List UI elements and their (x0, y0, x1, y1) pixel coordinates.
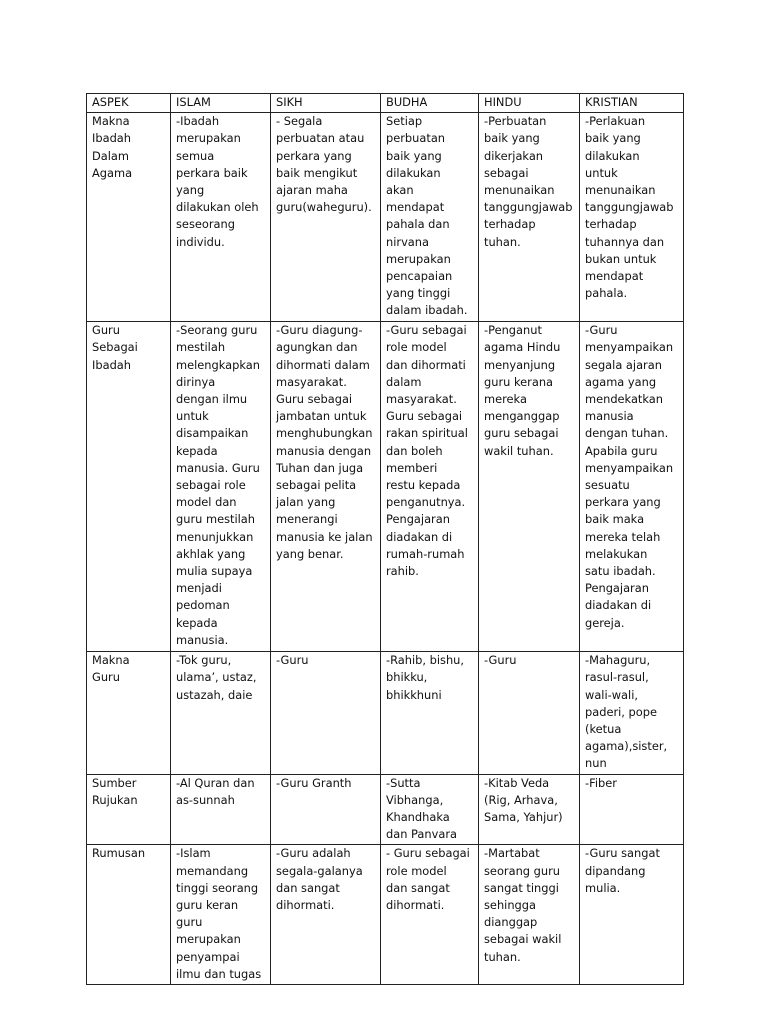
table-cell: -Sutta Vibhanga, Khandhaka dan Panvara (381, 774, 479, 845)
header-aspek: ASPEK (87, 94, 171, 113)
table-row (87, 322, 684, 652)
table-row (87, 652, 684, 774)
row-aspect-cell: Guru Sebagai Ibadah (87, 322, 171, 652)
header-hindu: HINDU (479, 94, 580, 113)
table-cell: -Guru (479, 652, 580, 774)
table-cell: -Mahaguru, rasul-rasul, wali-wali, paderi, pope (ketua agama),sister, nun (580, 652, 684, 774)
table-cell: -Kitab Veda (Rig, Arhava, Sama, Yahjur) (479, 774, 580, 845)
header-sikh: SIKH (271, 94, 381, 113)
header-islam: ISLAM (171, 94, 271, 113)
row-aspect-cell: Sumber Rujukan (87, 774, 171, 845)
table-cell: -Perlakuan baik yang dilakukan untuk menunaikan tanggungjawab terhadap tuhannya dan bukan untuk mendapat pahala. (580, 113, 684, 322)
table-cell: -Guru diagung- agungkan dan dihormati dalam masyarakat. Guru sebagai jambatan untuk menghubungkan manusia dengan Tuhan dan juga sebagai pelita jalan yang menerangi manusia ke jalan yang benar. (271, 322, 381, 652)
table-cell: -Martabat seorang guru sangat tinggi sehingga dianggap sebagai wakil tuhan. (479, 845, 580, 985)
table-cell: -Islam memandang tinggi seorang guru keran guru merupakan penyampai ilmu dan tugas (171, 845, 271, 985)
table-cell: Setiap perbuatan baik yang dilakukan akan mendapat pahala dan nirvana merupakan pencapaian yang tinggi dalam ibadah. (381, 113, 479, 322)
table-cell: -Guru Granth (271, 774, 381, 845)
table-cell: - Segala perbuatan atau perkara yang baik mengikut ajaran maha guru(waheguru). (271, 113, 381, 322)
table-cell: -Fiber (580, 774, 684, 845)
table-cell: -Perbuatan baik yang dikerjakan sebagai menunaikan tanggungjawab terhadap tuhan. (479, 113, 580, 322)
row-aspect-cell: Makna Guru (87, 652, 171, 774)
table-cell: -Tok guru, ulama’, ustaz, ustazah, daie (171, 652, 271, 774)
table-cell: -Ibadah merupakan semua perkara baik yang dilakukan oleh seseorang individu. (171, 113, 271, 322)
header-budha: BUDHA (381, 94, 479, 113)
table-row (87, 774, 684, 845)
table-cell: -Rahib, bishu, bhikku, bhikkhuni (381, 652, 479, 774)
table-cell: -Al Quran dan as-sunnah (171, 774, 271, 845)
table-cell: -Guru adalah segala-galanya dan sangat dihormati. (271, 845, 381, 985)
table-cell: -Seorang guru mestilah melengkapkan dirinya dengan ilmu untuk disampaikan kepada manusia. Guru sebagai role model dan guru mestilah menunjukkan akhlak yang mulia supaya menjadi pedoman kepada manusia. (171, 322, 271, 652)
table-cell: -Guru sangat dipandang mulia. (580, 845, 684, 985)
table-cell: -Guru (271, 652, 381, 774)
comparison-table (86, 93, 684, 985)
row-aspect-cell: Makna Ibadah Dalam Agama (87, 113, 171, 322)
table-row (87, 113, 684, 322)
table-cell: -Guru sebagai role model dan dihormati dalam masyarakat. Guru sebagai rakan spiritual dan boleh memberi restu kepada penganutnya. Pengajaran diadakan di rumah-rumah rahib. (381, 322, 479, 652)
table-cell: -Guru menyampaikan segala ajaran agama yang mendekatkan manusia dengan tuhan. Apabila guru menyampaikan sesuatu perkara yang baik maka mereka telah melakukan satu ibadah. Pengajaran diadakan di gereja. (580, 322, 684, 652)
header-kristian: KRISTIAN (580, 94, 684, 113)
table-header-row (87, 94, 684, 113)
table-cell: - Guru sebagai role model dan sangat dihormati. (381, 845, 479, 985)
table-cell: -Penganut agama Hindu menyanjung guru kerana mereka menganggap guru sebagai wakil tuhan. (479, 322, 580, 652)
table-row (87, 845, 684, 985)
row-aspect-cell: Rumusan (87, 845, 171, 985)
